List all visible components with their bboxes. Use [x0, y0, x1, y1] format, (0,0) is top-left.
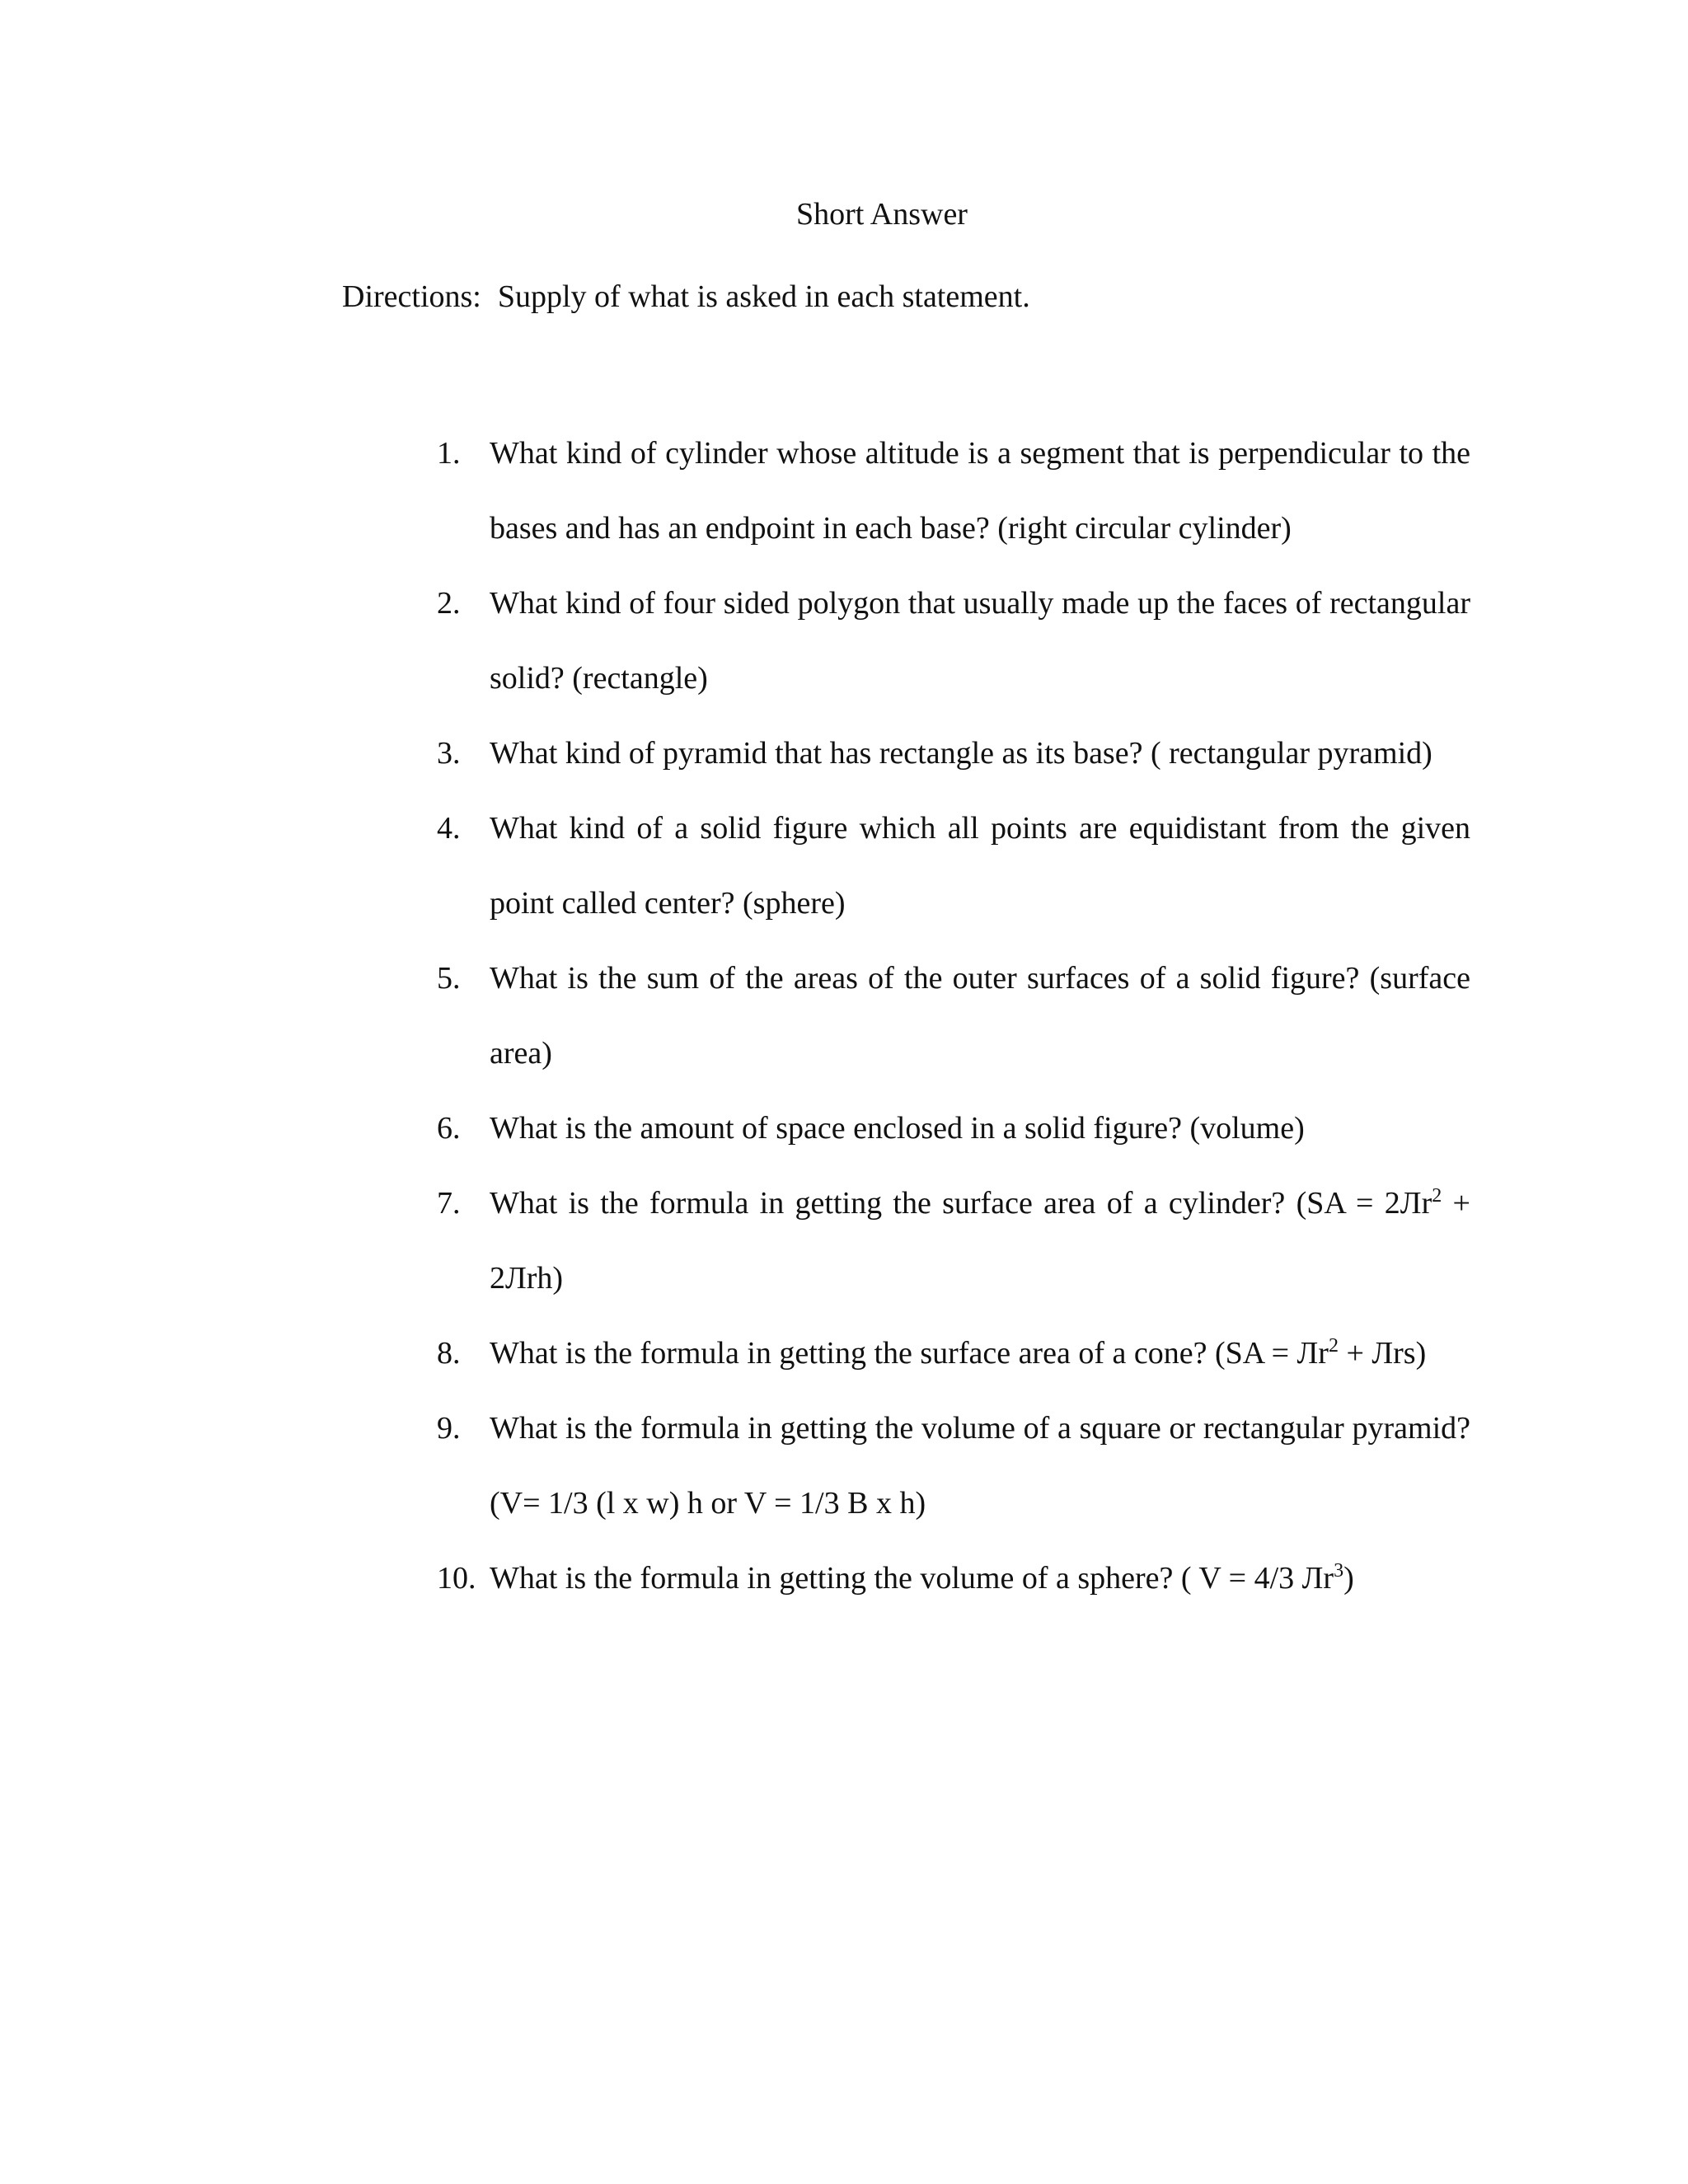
question-number: 10. — [437, 1561, 476, 1596]
question-number: 4. — [437, 811, 461, 846]
question-number: 6. — [437, 1111, 461, 1146]
question-text: What kind of cylinder whose altitude is a segment that is perpendicular to the bases and has an endpoint in each base? (right circular cylinder) — [490, 436, 1470, 546]
question-item-1 — [0, 416, 1688, 566]
question-item-8 — [0, 1316, 1688, 1391]
question-list — [0, 416, 1688, 1616]
page-title: Short Answer — [796, 197, 968, 232]
question-number: 1. — [437, 436, 461, 471]
question-text-after: + Лrs) — [1338, 1336, 1427, 1371]
question-text — [490, 1541, 1470, 1616]
question-number: 7. — [437, 1186, 461, 1221]
question-text: What kind of pyramid that has rectangle as its base? ( rectangular pyramid) — [490, 736, 1432, 771]
superscript: 3 — [1334, 1560, 1344, 1582]
question-text-before: What is the formula in getting the volume of a sphere? ( V = 4/3 Лr — [490, 1561, 1334, 1596]
question-item-2 — [0, 566, 1688, 716]
superscript: 2 — [1432, 1185, 1442, 1207]
question-number: 2. — [437, 586, 461, 621]
directions-label: Directions: — [342, 279, 481, 314]
question-text: What is the amount of space enclosed in a solid figure? (volume) — [490, 1111, 1305, 1146]
superscript: 2 — [1328, 1335, 1339, 1357]
question-item-10 — [0, 1541, 1688, 1616]
question-text: What kind of a solid figure which all points are equidistant from the given point called center? (sphere) — [490, 811, 1470, 921]
question-text: What is the sum of the areas of the outer surfaces of a solid figure? (surface area) — [490, 961, 1470, 1071]
question-text-before: What is the formula in getting the surface area of a cylinder? (SA = 2Лr — [490, 1186, 1432, 1221]
question-text: What is the formula in getting the volume of a square or rectangular pyramid? (V= 1/3 (l x w) h or V = 1/3 B x h) — [490, 1411, 1470, 1521]
question-item-9 — [0, 1391, 1688, 1541]
question-number: 8. — [437, 1336, 461, 1371]
question-item-3 — [0, 716, 1688, 791]
question-text: What kind of four sided polygon that usually made up the faces of rectangular solid? (rectangle) — [490, 586, 1470, 696]
question-number: 5. — [437, 961, 461, 996]
question-item-5 — [0, 941, 1688, 1091]
question-text — [490, 1316, 1470, 1391]
question-number: 9. — [437, 1411, 461, 1446]
directions-text: Supply of what is asked in each statement. — [497, 279, 1030, 314]
question-item-4 — [0, 791, 1688, 941]
question-text-before: What is the formula in getting the surface area of a cone? (SA = Лr — [490, 1336, 1329, 1371]
directions — [342, 277, 1030, 316]
question-text-after: ) — [1343, 1561, 1354, 1596]
question-text-after: + 2Лrh) — [490, 1186, 1470, 1296]
question-text — [490, 1166, 1470, 1316]
question-item-6 — [0, 1091, 1688, 1166]
question-item-7 — [0, 1166, 1688, 1316]
question-number: 3. — [437, 736, 461, 771]
